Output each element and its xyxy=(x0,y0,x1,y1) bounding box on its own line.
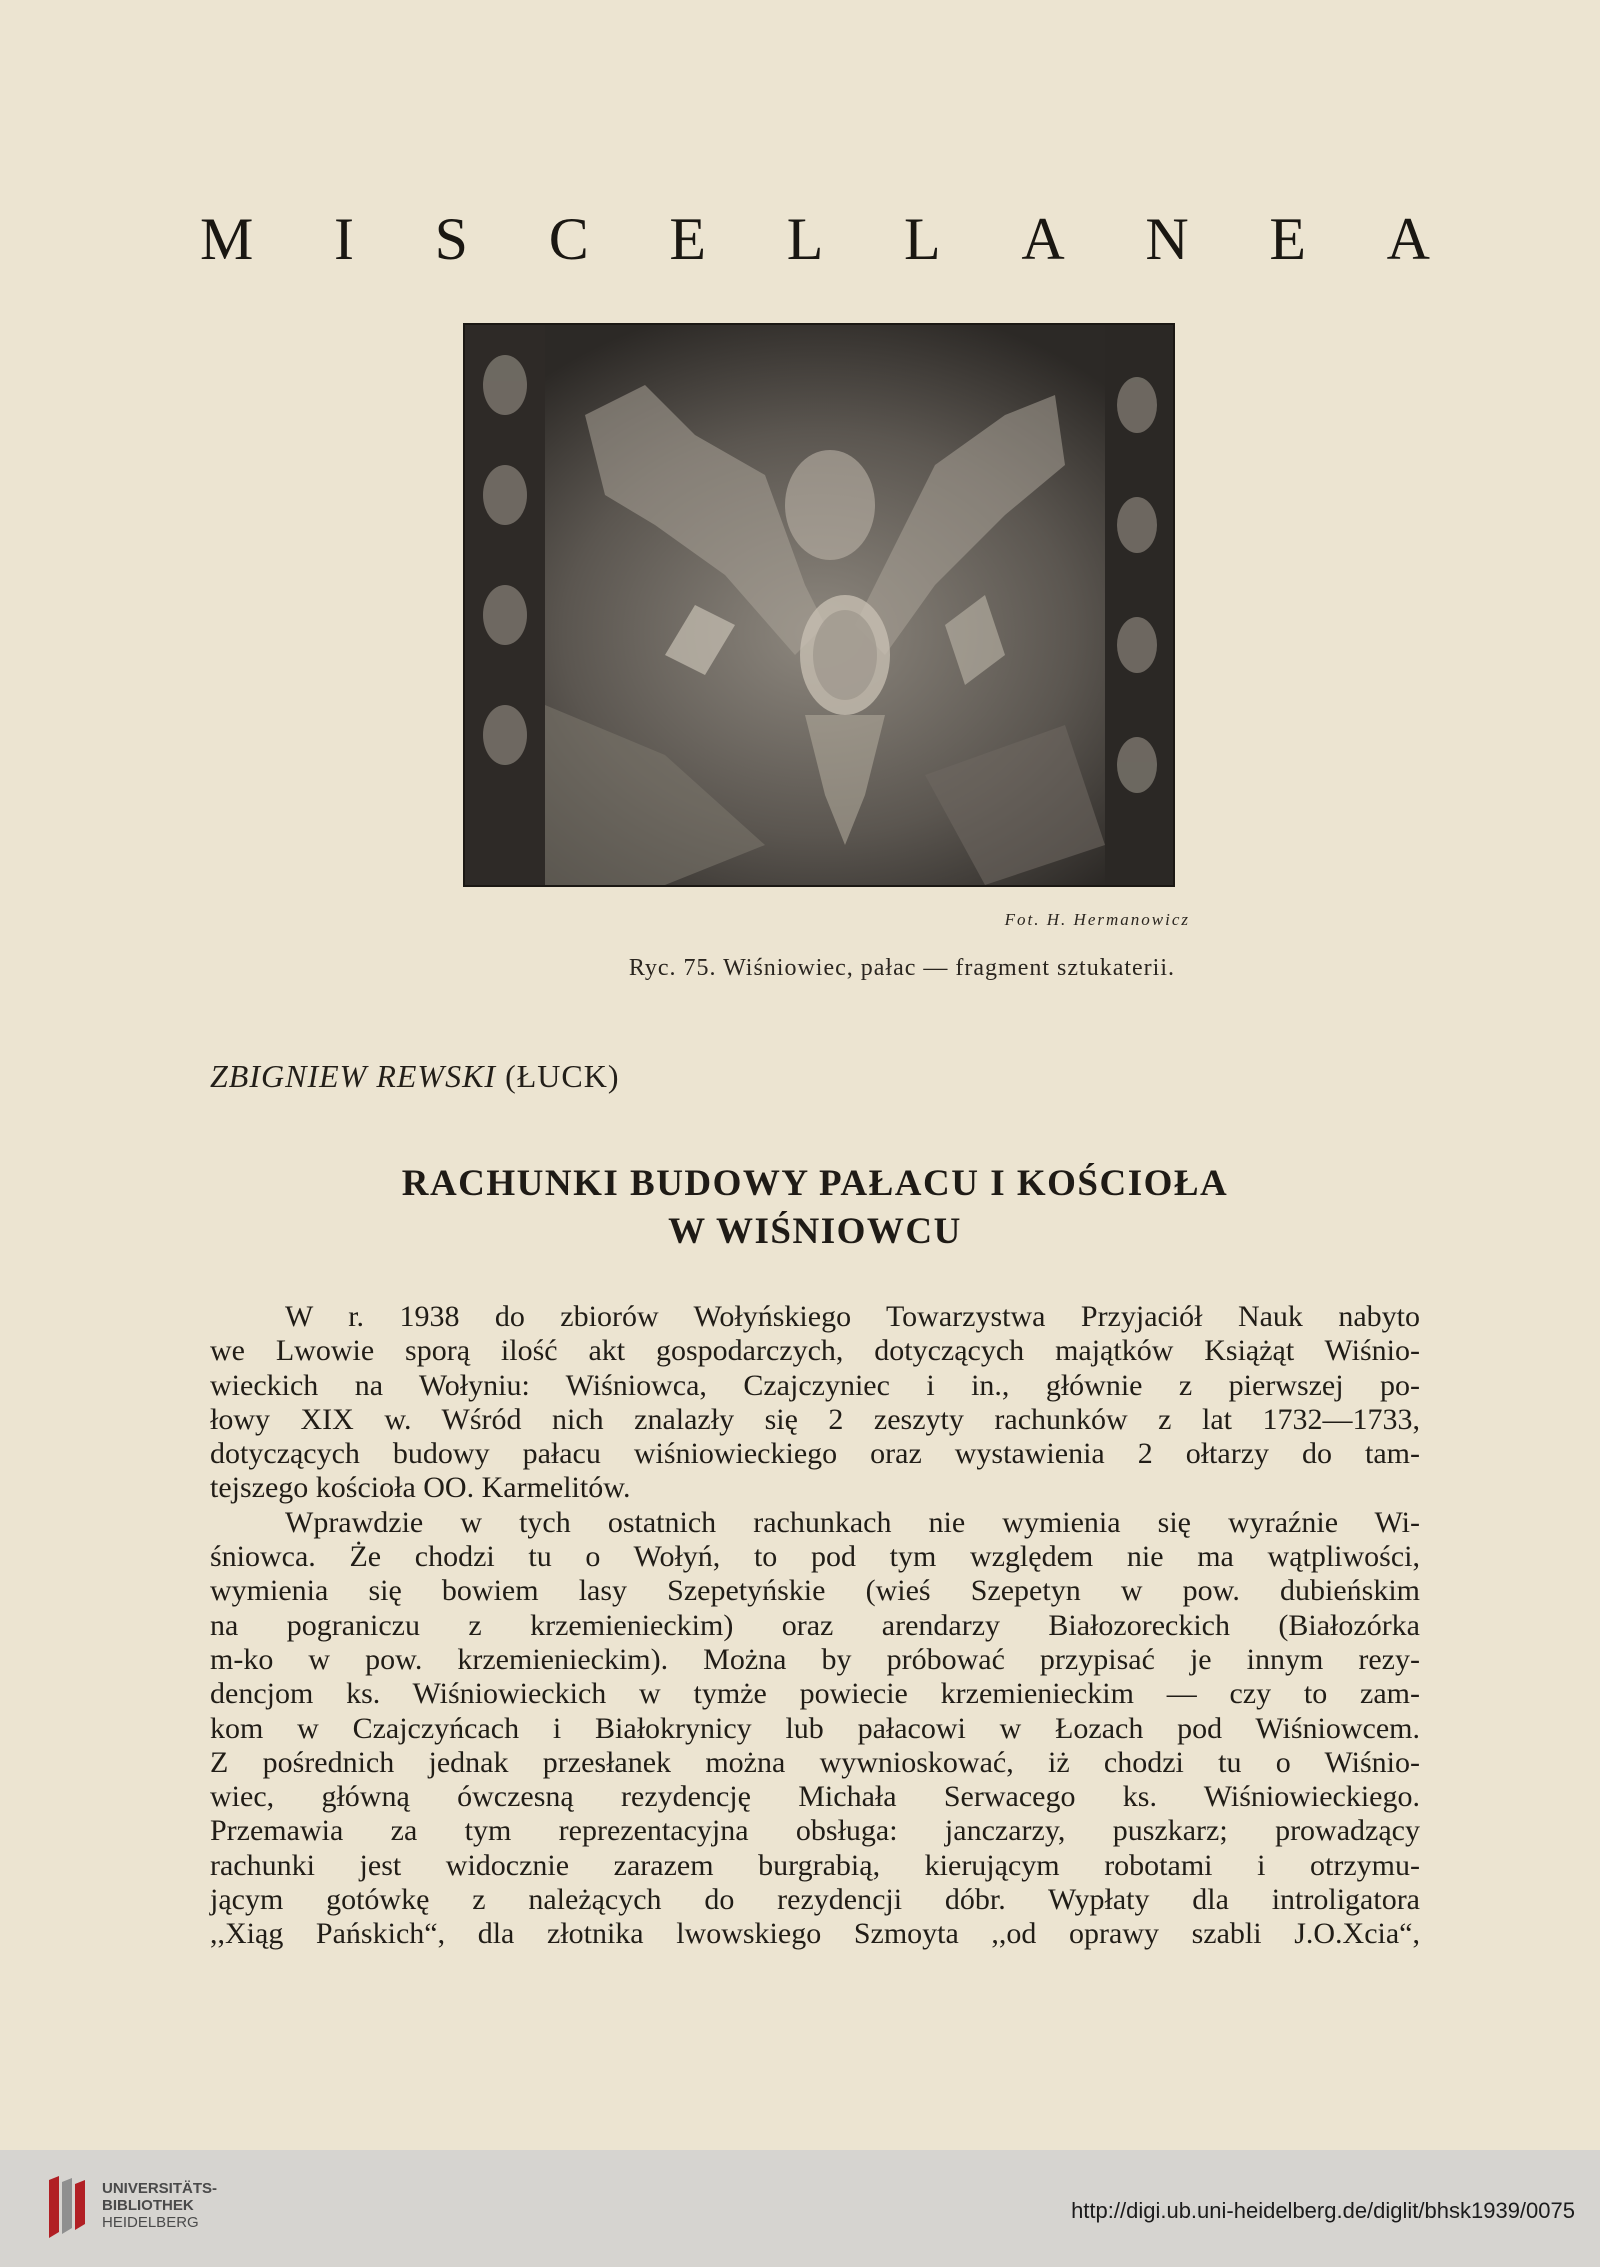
text-line: Przemawia za tym reprezentacyjna obsługa: janczarzy, puszkarz; prowadzący xyxy=(210,1814,1420,1848)
library-name xyxy=(102,2180,217,2231)
article-body xyxy=(210,1300,1420,1952)
article-title xyxy=(200,1160,1430,1256)
heading-letter: E xyxy=(669,206,707,272)
heading-letter: A xyxy=(1386,206,1430,272)
photo-credit: Fot. H. Hermanowicz xyxy=(1004,910,1190,929)
text-line: rachunki jest widocznie zarazem burgrabią, kierującym robotami i otrzymu- xyxy=(210,1848,1420,1882)
text-line: dencjom ks. Wiśniowieckich w tymże powiecie krzemienieckim — czy to zam- xyxy=(210,1677,1420,1711)
heading-letter: L xyxy=(904,206,941,272)
article-title-line: W WIŚNIOWCU xyxy=(668,1211,962,1252)
heading-letter: A xyxy=(1021,206,1065,272)
article-title-line: RACHUNKI BUDOWY PAŁACU I KOŚCIOŁA xyxy=(401,1163,1229,1204)
text-line: na pograniczu z krzemienieckim) oraz arendarzy Białozoreckich (Białozórka xyxy=(210,1608,1420,1642)
library-name-line: BIBLIOTHEK xyxy=(102,2197,194,2214)
text-line: śniowca. Że chodzi tu o Wołyń, to pod tym względem nie ma wątpliwości, xyxy=(210,1540,1420,1574)
text-line: m-ko w pow. krzemienieckim). Można by próbować przypisać je innym rezy- xyxy=(210,1642,1420,1676)
library-logo-icon xyxy=(45,2172,91,2242)
text-line: Z pośrednich jednak przesłanek można wywnioskować, iż chodzi tu o Wiśnio- xyxy=(210,1745,1420,1779)
heading-letter: I xyxy=(334,206,354,272)
text-line: wieckich na Wołyniu: Wiśniowca, Czajczyniec i in., głównie z pierwszej po- xyxy=(210,1368,1420,1402)
library-footer xyxy=(0,2150,1600,2267)
text-line: wymienia się bowiem lasy Szepetyńskie (wieś Szepetyn w pow. dubieńskim xyxy=(210,1574,1420,1608)
text-line: jącym gotówkę z należących do rezydencji dóbr. Wypłaty dla introligatora xyxy=(210,1883,1420,1917)
stucco-eagle-image xyxy=(465,325,1173,885)
text-line: W r. 1938 do zbiorów Wołyńskiego Towarzystwa Przyjaciół Nauk nabyto xyxy=(285,1300,1420,1333)
text-line: wiec, główną ówczesną rezydencję Michała Serwacego ks. Wiśniowieckiego. xyxy=(210,1780,1420,1814)
heading-letter: E xyxy=(1269,206,1306,272)
text-line: kom w Czajczyńcach i Białokrynicy lub pałacowi w Łozach pod Wiśniowcem. xyxy=(210,1711,1420,1745)
text-line: dotyczących budowy pałacu wiśniowieckiego oraz wystawienia 2 ołtarzy do tam- xyxy=(210,1437,1420,1471)
library-name-line: UNIVERSITÄTS- xyxy=(102,2180,218,2197)
text-line: ,,Xiąg Pańskich“, dla złotnika lwowskiego Szmoyta ,,od oprawy szabli J.O.Xcia“, xyxy=(210,1917,1420,1951)
heading-letter: C xyxy=(548,206,589,272)
heading-letter: L xyxy=(786,206,824,272)
figure-caption: Ryc. 75. Wiśniowiec, pałac — fragment sztukaterii. xyxy=(628,955,1175,981)
permalink-url[interactable]: http://digi.ub.uni-heidelberg.de/diglit/bhsk1939/0075 xyxy=(1071,2198,1575,2223)
section-heading xyxy=(200,205,1430,274)
text-line: łowy XIX w. Wśród nich znalazły się 2 zeszyty rachunków z lat 1732—1733, xyxy=(210,1402,1420,1436)
text-line: Wprawdzie w tych ostatnich rachunkach nie wymienia się wyraźnie Wi- xyxy=(285,1505,1420,1539)
text-line: tejszego kościoła OO. Karmelitów. xyxy=(210,1471,631,1505)
heading-letter: N xyxy=(1145,206,1189,272)
author-place: (ŁUCK) xyxy=(505,1058,620,1094)
library-name-line: HEIDELBERG xyxy=(102,2214,199,2231)
text-line: we Lwowie sporą ilość akt gospodarczych, dotyczących majątków Książąt Wiśnio- xyxy=(210,1334,1420,1368)
heading-letter: S xyxy=(434,206,469,272)
stucco-photograph xyxy=(463,323,1175,887)
heading-letter: M xyxy=(200,206,254,272)
author-name: ZBIGNIEW REWSKI xyxy=(210,1058,497,1094)
article-author xyxy=(210,1058,619,1095)
